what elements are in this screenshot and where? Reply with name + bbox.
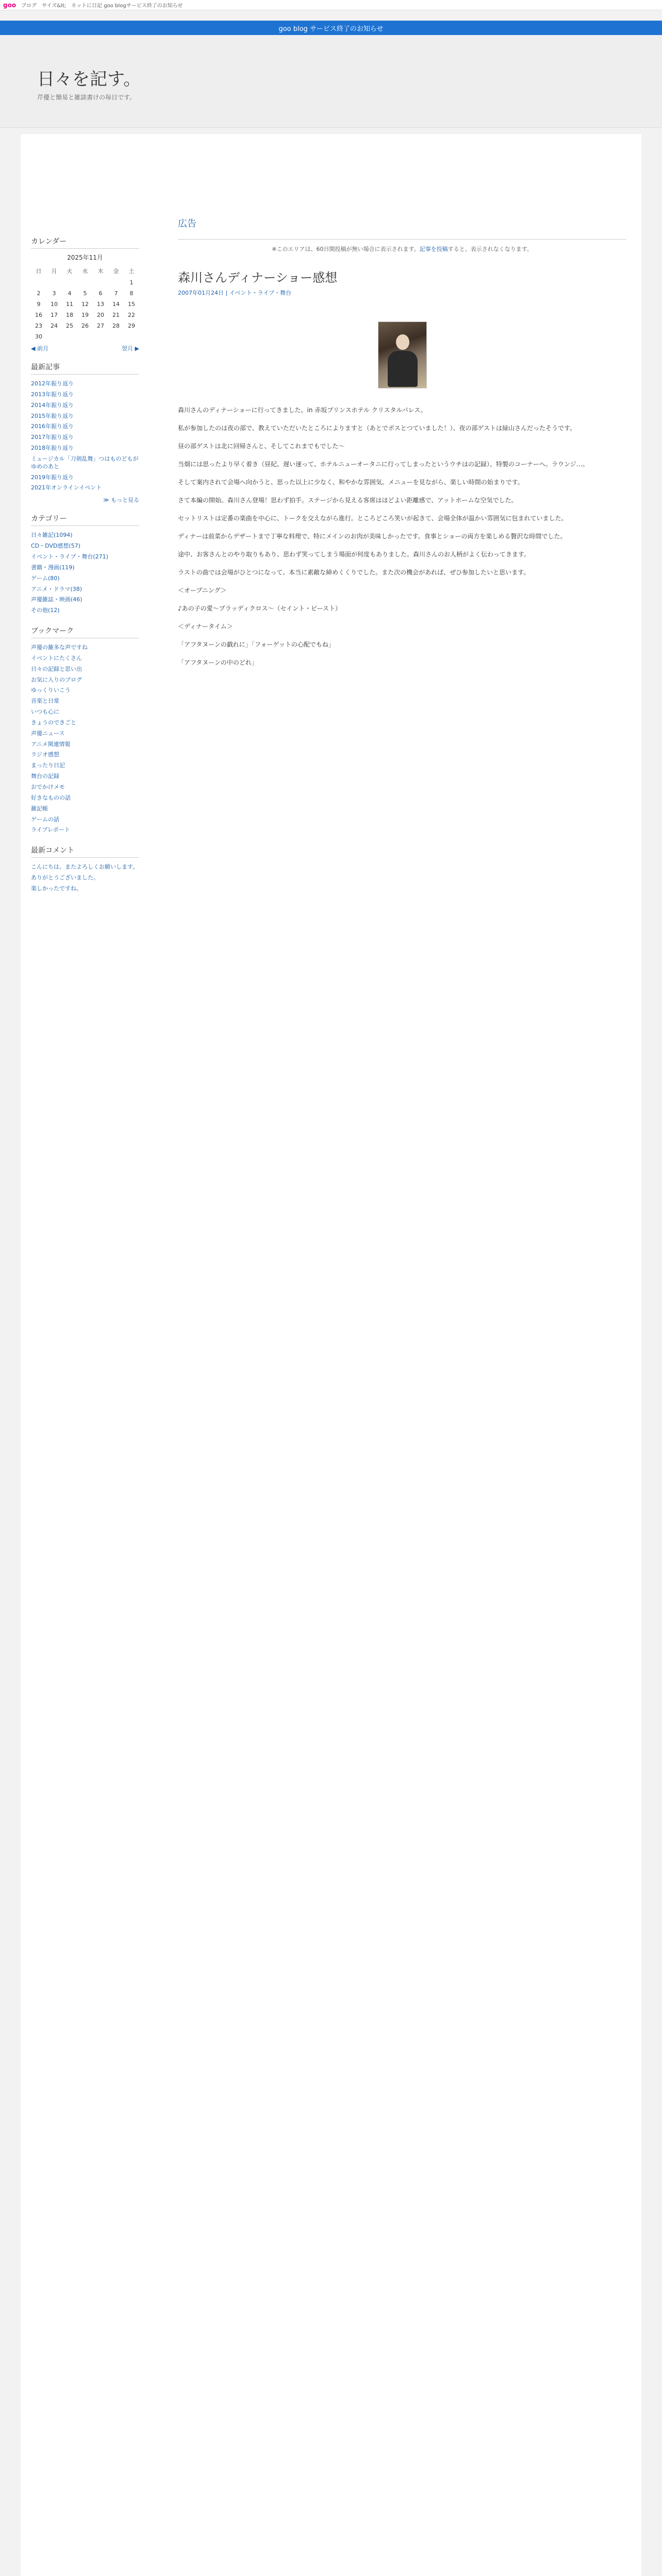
post-paragraph: そして案内されて会場へ向かうと、思った以上に少なく、和やかな雰囲気。メニューを見ながら、楽しい時間の始まりです。 — [178, 479, 524, 486]
ad-divider — [178, 239, 626, 240]
calendar-day — [77, 277, 93, 288]
calendar-day: 29 — [128, 323, 135, 329]
topbar-link-blog[interactable]: ブログ — [21, 3, 37, 9]
calendar-day — [46, 331, 62, 342]
recent-comment-link[interactable]: ありがとうございました。 — [31, 874, 99, 882]
calendar-weekday: 木 — [97, 268, 104, 275]
recent-post-link[interactable]: 2014年振り返り — [31, 401, 74, 409]
blog-title[interactable]: 日々を記す。 — [37, 69, 141, 90]
blog-description: 芹優と簡易と雑談書けの毎日です。 — [37, 94, 136, 101]
main-content — [178, 216, 626, 675]
calendar-day: 15 — [128, 301, 135, 308]
post-paragraph: ラストの曲では会場がひとつになって、本当に素敵な締めくくりでした。また次の機会があれば、ぜひ参加したいと思います。 — [178, 569, 530, 576]
bookmark-link[interactable]: イベントにたくさん — [31, 654, 82, 662]
category-link[interactable]: CD・DVD感想(57) — [31, 543, 81, 550]
calendar-day: 16 — [35, 312, 42, 318]
calendar-table — [31, 265, 139, 342]
calendar-day: 6 — [98, 290, 103, 297]
calendar-day: 2 — [37, 290, 41, 297]
ad-label: 広告 — [178, 218, 196, 229]
post-paragraph: 当畑には思ったより早く着き（昼紀、遅い速って、ホテルニューオータニに行ってしまったというウチはの記録）、特製のコーナーへ。ラウンジ…。 — [178, 461, 589, 468]
goo-logo[interactable]: goo — [3, 1, 16, 9]
post-paragraph: 途中、お客さんとのやり取りもあり、思わず笑ってしまう場面が何度もありました。森川さんのお人柄がよく伝わってきます。 — [178, 551, 530, 558]
calendar-weekday: 土 — [128, 268, 135, 275]
calendar-day: 23 — [35, 323, 42, 329]
calendar-day: 24 — [51, 323, 58, 329]
calendar-weekday: 金 — [113, 268, 119, 275]
category-link[interactable]: アニメ・ドラマ(38) — [31, 585, 82, 592]
photo-figure-body — [388, 351, 418, 387]
calendar-month-title: 2025年11月 — [67, 254, 103, 261]
recent-post-link[interactable]: 2018年振り返り — [31, 445, 74, 452]
post-photo[interactable] — [378, 321, 427, 388]
post-paragraph: セットリストは定番の楽曲を中心に、トークを交えながら進行。ところどころ笑いが起きて、会場全体が温かい雰囲気に包まれていました。 — [178, 515, 568, 522]
photo-figure-face — [396, 334, 409, 350]
topbar-link-notice[interactable]: ネットに日記 goo blogサービス終了のお知らせ — [71, 3, 183, 9]
categories-heading: カテゴリー — [31, 513, 139, 526]
calendar-day: 9 — [37, 301, 41, 308]
categories-list — [31, 530, 139, 616]
calendar-next-link[interactable]: 翌月 ▶ — [122, 345, 139, 352]
calendar-day: 14 — [112, 301, 120, 308]
recent-post-link[interactable]: ミュージカル「刀剣乱舞」つはものどもがゆめのあと — [31, 455, 139, 470]
calendar-day — [62, 331, 77, 342]
bookmark-link[interactable]: ゲームの話 — [31, 816, 59, 823]
bookmark-link[interactable]: 音楽と日常 — [31, 698, 59, 705]
calendar-day: 22 — [128, 312, 135, 318]
post-paragraph: ディナーは前菜からデザートまで丁寧な料理で、特にメインのお肉が美味しかったです。食事とショーの両方を楽しめる贅沢な時間でした。 — [178, 533, 567, 540]
calendar-day: 3 — [52, 290, 56, 297]
calendar-day: 7 — [114, 290, 118, 297]
calendar-day: 10 — [51, 301, 58, 308]
recent-comments-list — [31, 862, 139, 894]
post-paragraph: さて本編の開始。森川さん登場！思わず拍手。ステージから見える客席はほどよい距離感で、アットホームな空気でした。 — [178, 497, 518, 504]
category-link[interactable]: イベント・ライブ・舞台(271) — [31, 553, 108, 560]
service-end-notice-link[interactable]: goo blog サービス終了のお知らせ — [278, 25, 384, 33]
calendar-day: 19 — [81, 312, 89, 318]
calendar-day — [77, 331, 93, 342]
bookmarks-list — [31, 642, 139, 836]
post-body — [178, 405, 626, 668]
calendar-day: 21 — [112, 312, 120, 318]
calendar-day: 17 — [51, 312, 58, 318]
calendar-navigation — [31, 344, 139, 352]
bookmark-link[interactable]: ライブレポート — [31, 826, 70, 834]
recent-posts-heading: 最新記事 — [31, 362, 139, 375]
bookmark-link[interactable]: 声優の雑多な声ですね — [31, 644, 88, 651]
service-end-notice-bar — [0, 21, 662, 35]
calendar-day: 1 — [129, 279, 134, 286]
post-title[interactable]: 森川さんディナーショー感想 — [178, 270, 338, 285]
calendar-day — [62, 277, 77, 288]
bookmark-link[interactable]: いつも心に — [31, 708, 59, 716]
post-paragraph: ♪あの子の愛〜プラッディクロス〜（セイント・ビースト） — [178, 605, 342, 612]
calendar-day — [31, 277, 46, 288]
calendar-day: 13 — [97, 301, 104, 308]
post-meta[interactable]: 2007年01月24日 | イベント・ライブ・舞台 — [178, 290, 292, 296]
post-paragraph: 「アフタヌーンの中のどれ」 — [178, 659, 258, 666]
bookmark-link[interactable]: 雑記帳 — [31, 805, 48, 812]
calendar-day: 8 — [129, 290, 134, 297]
bookmark-link[interactable]: 日々の記録と思い出 — [31, 665, 82, 672]
bookmarks-heading: ブックマーク — [31, 625, 139, 638]
blog-header — [0, 35, 662, 128]
calendar-day: 30 — [35, 333, 42, 340]
calendar-weekday: 日 — [36, 268, 42, 275]
ad-notice-text-after: すると、表示されなくなります。 — [448, 246, 533, 252]
calendar-weekday: 月 — [51, 268, 57, 275]
recent-comment-link[interactable]: 楽しかったですね。 — [31, 885, 82, 892]
ad-notice-post-link[interactable]: 記事を投稿 — [419, 246, 448, 252]
bookmark-link[interactable]: お気に入りのブログ — [31, 676, 82, 683]
category-link[interactable]: その他(12) — [31, 607, 60, 614]
calendar-day: 11 — [66, 301, 73, 308]
recent-post-link[interactable]: 2012年振り返り — [31, 380, 74, 387]
bookmark-link[interactable]: ラジオ感想 — [31, 751, 59, 758]
post-paragraph: 私が参加したのは夜の部で、教えていただいたところによりますと（あとでポスとつていました！）、夜の部ゲストは緑山さんだったそうです。 — [178, 425, 576, 432]
bookmark-link[interactable]: アニメ関連情報 — [31, 740, 71, 748]
recent-post-link[interactable]: 2021年オンラインイベント — [31, 484, 102, 492]
recent-comment-link[interactable]: こんにちは。またよろしくお願いします。 — [31, 863, 139, 871]
top-navigation-bar — [0, 0, 662, 10]
calendar-day: 4 — [68, 290, 72, 297]
calendar-day: 27 — [97, 323, 104, 329]
calendar-prev-link[interactable]: ◀ 前月 — [31, 345, 48, 352]
bookmark-link[interactable]: きょうのできごと — [31, 719, 76, 726]
bookmark-link[interactable]: まったり日記 — [31, 762, 65, 769]
calendar-day: 12 — [81, 301, 89, 308]
bookmark-link[interactable]: 好きなものの話 — [31, 794, 71, 801]
calendar-day — [108, 277, 124, 288]
sidebar — [31, 227, 139, 894]
recent-comments-heading: 最新コメント — [31, 845, 139, 858]
post-paragraph: 森川さんのディナーショーに行ってきました。in 赤坂プリンスホテル クリスタルパレス。 — [178, 406, 427, 414]
calendar-day: 20 — [97, 312, 104, 318]
calendar-day — [93, 277, 108, 288]
recent-post-link[interactable]: 2015年振り返り — [31, 412, 74, 419]
calendar-day: 25 — [66, 323, 73, 329]
recent-post-link[interactable]: 2019年振り返り — [31, 473, 74, 481]
ad-notice-text-before: ※このエリアは、60日間投稿が無い場合に表示されます。 — [272, 246, 420, 252]
bookmark-link[interactable]: 声優ニュース — [31, 730, 65, 737]
calendar-day — [108, 331, 124, 342]
category-link[interactable]: 声優雑誌・映画(46) — [31, 596, 82, 603]
bookmark-link[interactable]: おでかけメモ — [31, 784, 65, 790]
category-link[interactable]: ゲーム(80) — [31, 574, 60, 582]
recent-post-link[interactable]: 2017年振り返り — [31, 434, 74, 441]
post-paragraph: 昼の部ゲストは北に回帰さんと、そしてこれまでもでした〜 — [178, 443, 345, 450]
recent-posts-more-link[interactable]: ≫ もっと見る — [103, 497, 139, 504]
calendar-day: 28 — [112, 323, 120, 329]
calendar-weekday: 火 — [67, 268, 73, 275]
post-paragraph: 「アフタヌーンの戯れに」「フォーゲットの心配でもね」 — [178, 641, 335, 648]
recent-posts-list — [31, 379, 139, 494]
calendar-day: 26 — [81, 323, 89, 329]
calendar-heading: カレンダー — [31, 236, 139, 249]
calendar-day: 18 — [66, 312, 73, 318]
topbar-link-size[interactable]: サイズ&lt; — [42, 3, 67, 9]
calendar-day: 5 — [83, 290, 87, 297]
recent-post-link[interactable]: 2016年振り返り — [31, 423, 74, 430]
post-paragraph: ＜ディナータイム＞ — [178, 623, 233, 630]
calendar-weekday: 水 — [82, 268, 88, 275]
ad-notice — [178, 245, 626, 253]
calendar-day — [93, 331, 108, 342]
recent-post-link[interactable]: 2013年振り返り — [31, 391, 74, 398]
bookmark-link[interactable]: 舞台の記録 — [31, 773, 59, 780]
bookmark-link[interactable]: ゆっくりいこう — [31, 687, 71, 694]
category-link[interactable]: 書籍・漫画(119) — [31, 564, 75, 571]
post-paragraph: ＜オープニング＞ — [178, 587, 227, 594]
calendar-day — [46, 277, 62, 288]
category-link[interactable]: 日々雑記(1094) — [31, 532, 73, 539]
calendar-day — [124, 331, 139, 342]
